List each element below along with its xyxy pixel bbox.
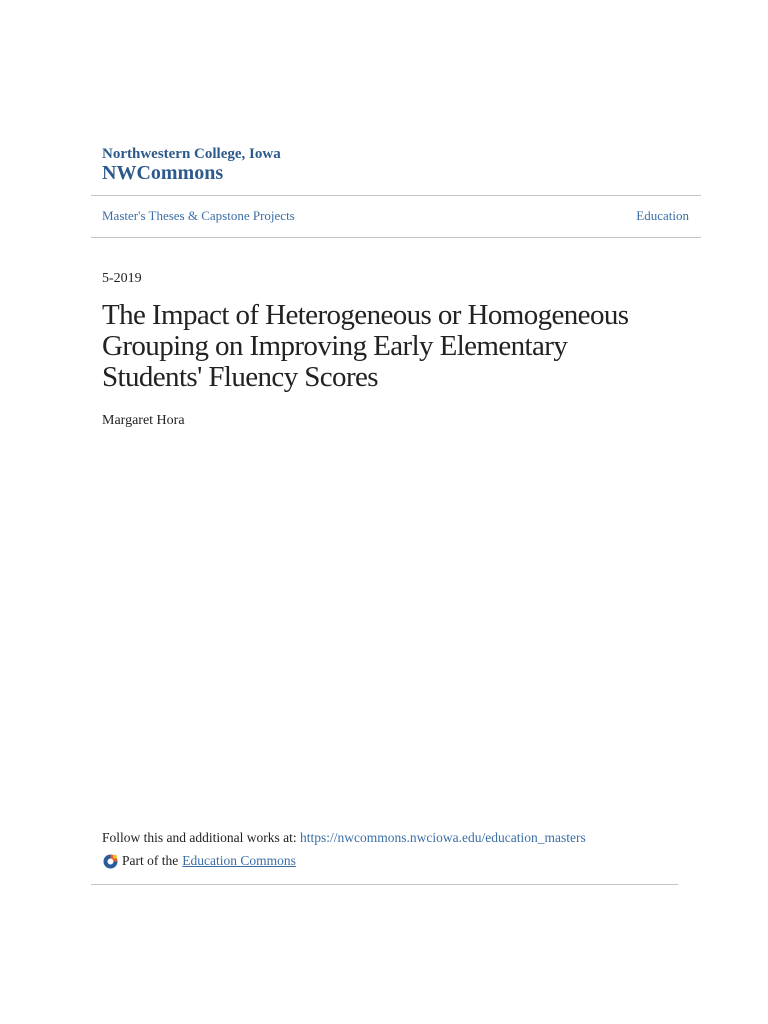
follow-line (102, 829, 586, 847)
discipline-link[interactable]: Education (636, 208, 689, 223)
part-of-line (102, 852, 296, 870)
network-commons-icon (102, 853, 119, 870)
collection-link[interactable]: Master's Theses & Capstone Projects (102, 208, 295, 223)
publication-date: 5-2019 (102, 271, 142, 286)
document-title (102, 300, 702, 393)
education-commons-link[interactable]: Education Commons (182, 853, 296, 868)
title-line: Grouping on Improving Early Elementary (102, 330, 568, 362)
follow-text: Follow this and additional works at: (102, 830, 300, 845)
divider-top (91, 195, 701, 196)
title-line: Students' Fluency Scores (102, 361, 378, 393)
divider-middle (91, 237, 701, 238)
title-line: The Impact of Heterogeneous or Homogeneous (102, 299, 629, 331)
author-name: Margaret Hora (102, 413, 185, 428)
follow-url-link[interactable]: https://nwcommons.nwciowa.edu/education_masters (300, 830, 586, 845)
repository-name[interactable]: NWCommons (102, 162, 224, 184)
institution-name: Northwestern College, Iowa (102, 146, 281, 162)
part-of-text: Part of the (122, 853, 179, 868)
divider-bottom (91, 884, 678, 885)
